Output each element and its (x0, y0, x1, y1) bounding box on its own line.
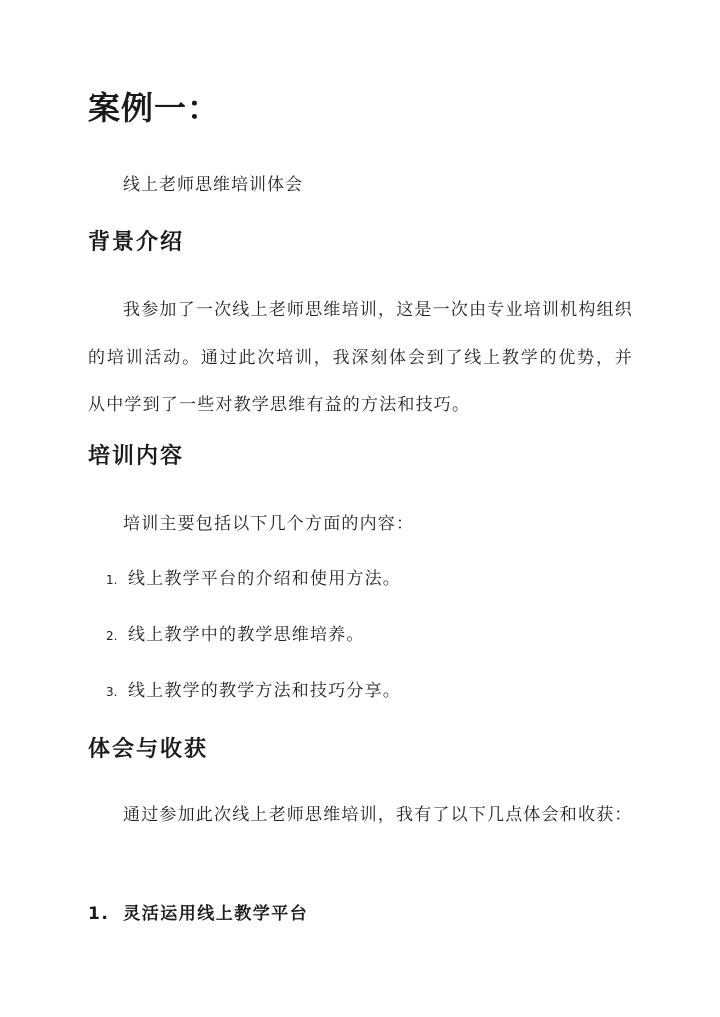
subsection-heading (88, 900, 308, 928)
section-paragraph-takeaways: 通过参加此次线上老师思维培训，我有了以下几点体会和收获： (123, 805, 633, 825)
list-item (106, 621, 365, 650)
list-item-number: 2. (106, 629, 118, 643)
list-item-text: 线上教学中的教学思维培养。 (128, 625, 365, 645)
list-item (106, 565, 401, 594)
section-heading-background: 背景介绍 (88, 230, 185, 255)
list-item-number: 1. (106, 573, 118, 587)
subsection-number: 1. (88, 904, 110, 924)
section-heading-takeaways: 体会与收获 (88, 737, 209, 762)
section-paragraph-background: 我参加了一次线上老师思维培训，这是一次由专业培训机构组织的培训活动。通过此次培训，我深刻体会到了线上教学的优势，并从中学到了一些对教学思维有益的方法和技巧。 (88, 300, 633, 415)
list-item-text: 线上教学平台的介绍和使用方法。 (128, 569, 401, 589)
document-subtitle: 线上老师思维培训体会 (123, 175, 303, 195)
section-heading-content: 培训内容 (88, 444, 185, 469)
section-intro-content: 培训主要包括以下几个方面的内容： (123, 514, 415, 534)
list-item-number: 3. (106, 685, 118, 699)
document-title: 案例一： (88, 89, 221, 127)
list-item (106, 677, 401, 706)
list-item-text: 线上教学的教学方法和技巧分享。 (128, 681, 401, 701)
subsection-title: 灵活运用线上教学平台 (123, 904, 309, 924)
